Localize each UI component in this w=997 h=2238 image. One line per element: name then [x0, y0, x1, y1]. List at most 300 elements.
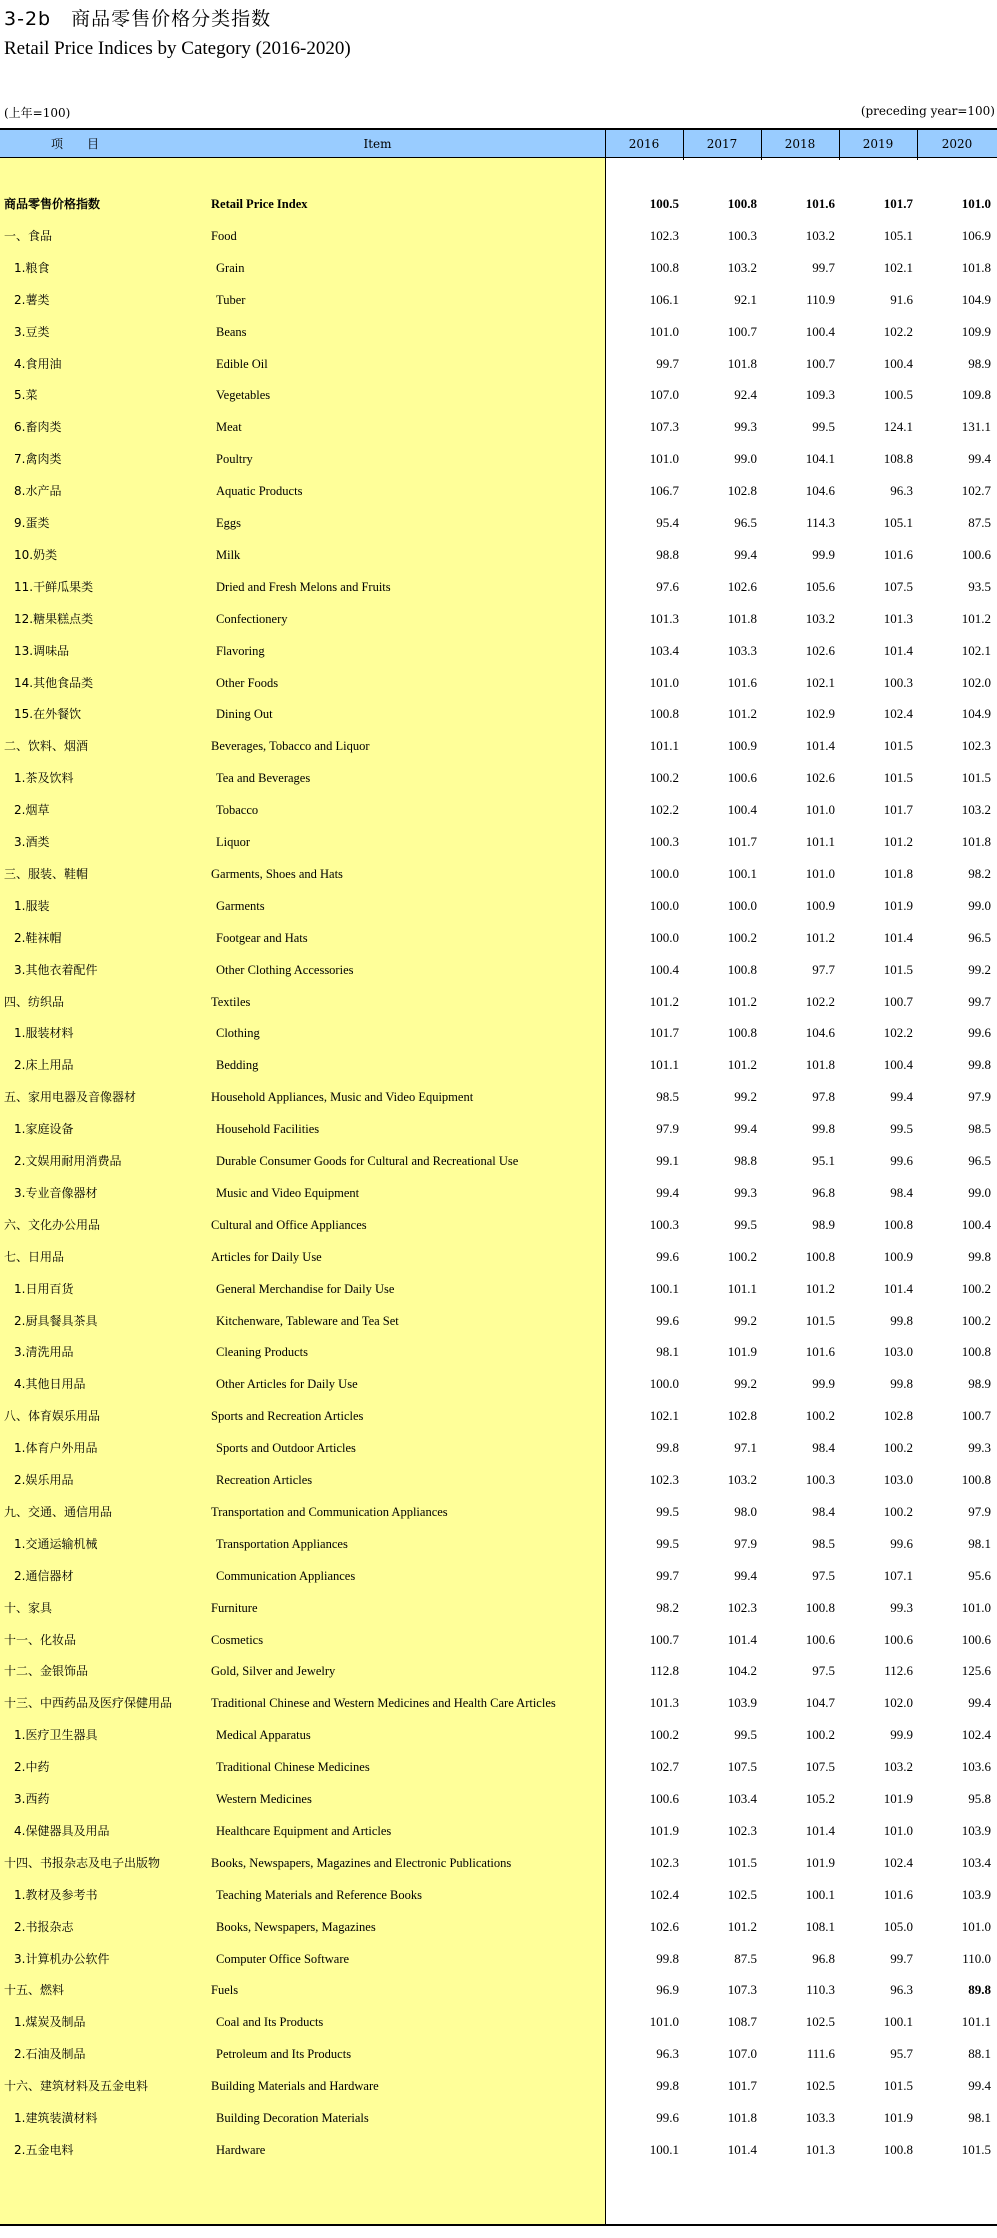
row-value-2018: 98.5	[812, 1535, 835, 1551]
row-value-2019: 112.6	[884, 1663, 913, 1679]
table-row	[0, 762, 997, 794]
row-item-cn: 三、服装、鞋帽	[4, 866, 89, 881]
header-year-2017: 2017	[706, 137, 738, 151]
row-value-2016: 101.2	[649, 993, 679, 1009]
row-value-2017: 100.2	[727, 1248, 757, 1264]
row-value-2020: 103.4	[961, 1854, 991, 1870]
row-value-2018: 101.2	[805, 1280, 835, 1296]
row-value-2020: 95.8	[968, 1791, 991, 1806]
row-value-2017: 102.3	[727, 1822, 757, 1838]
table-row	[0, 986, 997, 1018]
table-row	[0, 667, 997, 699]
row-value-2019: 101.4	[883, 642, 913, 658]
row-value-2016: 101.7	[649, 1025, 679, 1041]
row-item-en: Cosmetics	[211, 1632, 264, 1647]
row-value-2020: 99.4	[968, 451, 991, 467]
header-divider	[683, 130, 684, 160]
table-row	[0, 1368, 997, 1400]
row-value-2017: 101.2	[727, 993, 757, 1009]
row-value-2017: 97.1	[734, 1440, 757, 1456]
row-value-2019: 99.8	[890, 1376, 913, 1392]
row-value-2016: 98.5	[656, 1089, 679, 1105]
row-item-en: Gold, Silver and Jewelry	[211, 1664, 336, 1679]
row-value-2018: 101.8	[805, 1057, 835, 1073]
table-row	[0, 1400, 997, 1432]
row-value-2019: 99.4	[890, 1089, 913, 1105]
row-value-2018: 100.3	[805, 1472, 835, 1487]
table-row	[0, 1049, 997, 1081]
row-item-cn: 8.水产品	[14, 484, 62, 499]
table-row	[0, 1273, 997, 1305]
row-value-2017: 87.5	[734, 1950, 757, 1966]
row-value-2018: 99.8	[812, 1121, 835, 1137]
row-item-cn: 十六、建筑材料及五金电料	[4, 2079, 149, 2094]
row-item-en: General Merchandise for Daily Use	[216, 1281, 395, 1296]
row-value-2019: 100.8	[883, 2141, 913, 2157]
row-value-2016: 99.1	[656, 1153, 679, 1168]
row-value-2018: 111.6	[806, 2046, 835, 2062]
row-value-2017: 103.2	[727, 1472, 757, 1487]
row-value-2018: 103.2	[805, 610, 835, 626]
row-item-en: Other Foods	[216, 675, 279, 690]
row-value-2020: 93.5	[968, 578, 991, 594]
table-row	[0, 1528, 997, 1560]
row-item-en: Hardware	[216, 2142, 266, 2157]
row-item-en: Beans	[216, 324, 247, 339]
row-value-2019: 98.4	[890, 1184, 913, 1200]
row-value-2020: 100.7	[961, 1408, 991, 1424]
row-item-en: Flavoring	[216, 643, 265, 658]
row-value-2019: 100.1	[883, 2014, 913, 2030]
row-item-en: Beverages, Tobacco and Liquor	[211, 739, 370, 754]
row-item-cn: 5.菜	[14, 388, 38, 403]
row-value-2018: 101.6	[805, 1344, 835, 1360]
row-value-2016: 101.0	[649, 323, 679, 339]
table-row	[0, 1783, 997, 1815]
row-value-2019: 101.5	[883, 738, 913, 754]
row-value-2017: 99.4	[734, 546, 757, 562]
row-item-cn: 1.煤炭及制品	[14, 2015, 86, 2030]
row-item-en: Food	[211, 228, 237, 243]
row-value-2019: 100.4	[883, 1057, 913, 1073]
row-value-2018: 96.8	[812, 1184, 835, 1200]
row-value-2018: 102.9	[805, 706, 835, 722]
row-item-cn: 2.娱乐用品	[14, 1473, 74, 1487]
data-table	[0, 128, 997, 2226]
row-value-2017: 99.3	[734, 1184, 757, 1200]
row-value-2017: 100.8	[727, 961, 757, 977]
table-row	[0, 2134, 997, 2166]
row-value-2019: 101.7	[883, 802, 913, 818]
row-item-cn: 14.其他食品类	[14, 675, 94, 690]
row-value-2019: 101.4	[883, 929, 913, 945]
table-row	[0, 1974, 997, 2006]
row-item-cn: 1.体育户外用品	[14, 1441, 98, 1456]
row-value-2018: 98.4	[812, 1503, 835, 1519]
row-item-cn: 3.清洗用品	[14, 1345, 74, 1360]
table-row	[0, 603, 997, 635]
row-value-2020: 109.9	[961, 323, 991, 339]
row-item-cn: 1.服装材料	[14, 1026, 74, 1041]
row-value-2016: 97.6	[656, 578, 679, 594]
row-value-2019: 105.1	[883, 227, 913, 243]
row-value-2016: 99.5	[656, 1503, 679, 1519]
row-value-2020: 98.5	[968, 1121, 991, 1137]
row-value-2020: 99.8	[968, 1248, 991, 1264]
table-row	[0, 411, 997, 443]
row-value-2016: 106.7	[649, 483, 679, 499]
row-value-2017: 101.8	[727, 2110, 757, 2125]
row-value-2019: 99.9	[890, 1727, 913, 1743]
row-value-2020: 102.1	[961, 642, 991, 658]
row-item-cn: 4.保健器具及用品	[14, 1823, 110, 1838]
row-value-2020: 101.8	[961, 259, 991, 275]
row-value-2019: 105.0	[883, 1918, 913, 1934]
row-item-cn: 15.在外餐饮	[14, 707, 82, 722]
row-value-2017: 99.2	[734, 1376, 757, 1392]
row-value-2018: 98.9	[812, 1216, 835, 1232]
row-value-2020: 100.6	[961, 1631, 991, 1647]
row-item-en: Sports and Outdoor Articles	[216, 1441, 356, 1456]
row-value-2017: 101.9	[727, 1344, 757, 1360]
row-value-2016: 101.3	[649, 610, 679, 626]
row-value-2018: 104.1	[805, 451, 835, 467]
row-value-2018: 114.3	[806, 515, 835, 530]
row-item-cn: 3.西药	[14, 1792, 50, 1806]
row-item-en: Recreation Articles	[216, 1473, 313, 1487]
row-value-2017: 103.9	[727, 1695, 757, 1711]
row-item-en: Vegetables	[216, 388, 271, 403]
row-value-2017: 100.7	[727, 323, 757, 339]
row-item-en: Household Appliances, Music and Video Equipment	[211, 1090, 474, 1105]
row-item-en: Eggs	[216, 516, 241, 530]
row-item-en: Tuber	[216, 292, 246, 307]
row-value-2020: 96.5	[968, 929, 991, 945]
row-value-2017: 101.2	[727, 1057, 757, 1073]
row-value-2017: 101.2	[727, 1918, 757, 1934]
row-value-2019: 96.3	[890, 1982, 913, 1998]
row-value-2019: 100.5	[883, 387, 913, 403]
row-value-2020: 102.3	[961, 738, 991, 754]
row-value-2016: 100.0	[649, 865, 679, 881]
table-row	[0, 826, 997, 858]
row-value-2018: 100.2	[805, 1408, 835, 1424]
row-value-2016: 100.7	[649, 1631, 679, 1647]
row-value-2018: 109.3	[805, 387, 835, 403]
row-item-en: Footgear and Hats	[216, 930, 308, 945]
table-row	[0, 188, 997, 220]
row-value-2017: 101.4	[727, 2141, 757, 2157]
row-value-2018: 102.2	[805, 993, 835, 1009]
row-value-2018: 104.7	[805, 1695, 835, 1711]
row-value-2017: 101.2	[727, 706, 757, 722]
header-item-en: Item	[363, 137, 392, 151]
row-value-2018: 100.8	[805, 1248, 835, 1264]
row-value-2018: 105.2	[805, 1791, 835, 1806]
row-value-2016: 100.3	[649, 1216, 679, 1232]
row-item-en: Bedding	[216, 1058, 259, 1073]
row-value-2019: 95.7	[890, 2046, 913, 2062]
table-row	[0, 316, 997, 348]
row-item-cn: 1.服装	[14, 898, 50, 913]
table-row	[0, 220, 997, 252]
row-value-2019: 100.6	[883, 1631, 913, 1647]
row-value-2016: 96.3	[656, 2046, 679, 2062]
row-value-2019: 100.7	[883, 993, 913, 1009]
table-row	[0, 1432, 997, 1464]
row-value-2020: 99.0	[968, 1184, 991, 1200]
row-value-2016: 103.4	[649, 642, 679, 658]
row-value-2017: 99.4	[734, 1567, 757, 1583]
row-value-2016: 101.3	[649, 1695, 679, 1711]
row-item-en: Aquatic Products	[216, 484, 303, 499]
row-item-cn: 1.家庭设备	[14, 1122, 74, 1137]
row-value-2017: 102.8	[727, 1408, 757, 1424]
row-value-2020: 89.8	[968, 1982, 991, 1998]
row-value-2017: 100.8	[727, 1025, 757, 1041]
row-value-2017: 101.7	[727, 834, 757, 849]
row-value-2018: 103.2	[805, 227, 835, 243]
row-value-2020: 101.0	[961, 1599, 991, 1615]
row-value-2017: 103.3	[727, 642, 757, 658]
row-item-en: Building Materials and Hardware	[211, 2079, 379, 2094]
header-year-2016: 2016	[628, 137, 660, 151]
row-item-cn: 九、交通、通信用品	[4, 1504, 113, 1519]
row-value-2019: 105.1	[883, 515, 913, 530]
row-value-2020: 99.4	[968, 1695, 991, 1711]
row-item-cn: 1.建筑装潢材料	[14, 2111, 98, 2125]
row-item-en: Sports and Recreation Articles	[211, 1409, 364, 1424]
row-value-2016: 102.4	[649, 1886, 679, 1902]
row-value-2017: 100.0	[727, 897, 757, 913]
row-value-2020: 110.0	[962, 1950, 991, 1966]
row-item-en: Western Medicines	[216, 1792, 312, 1806]
row-value-2018: 95.1	[812, 1153, 835, 1168]
row-value-2017: 107.0	[727, 2046, 757, 2062]
row-item-en: Textiles	[211, 994, 251, 1009]
row-value-2016: 102.3	[649, 227, 679, 243]
table-row	[0, 1719, 997, 1751]
row-value-2017: 100.6	[727, 770, 757, 786]
row-value-2016: 100.3	[649, 834, 679, 849]
row-item-cn: 4.食用油	[14, 356, 62, 371]
row-value-2018: 108.1	[805, 1918, 835, 1934]
header-divider	[839, 130, 840, 160]
row-value-2018: 100.2	[805, 1727, 835, 1743]
row-value-2020: 131.1	[961, 419, 991, 435]
row-value-2016: 101.0	[649, 451, 679, 467]
row-value-2019: 101.9	[883, 2110, 913, 2125]
table-row	[0, 1336, 997, 1368]
row-item-en: Clothing	[216, 1026, 260, 1041]
row-value-2016: 107.0	[649, 387, 679, 403]
row-item-cn: 十一、化妆品	[4, 1632, 77, 1647]
row-value-2016: 100.2	[649, 770, 679, 786]
table-row	[0, 252, 997, 284]
row-value-2018: 110.3	[806, 1982, 835, 1998]
row-value-2020: 97.9	[968, 1089, 991, 1105]
row-value-2016: 102.6	[649, 1918, 679, 1934]
table-row	[0, 1592, 997, 1624]
row-value-2018: 110.9	[806, 291, 835, 307]
row-value-2017: 101.8	[727, 610, 757, 626]
row-item-cn: 3.其他衣着配件	[14, 962, 98, 977]
table-row	[0, 890, 997, 922]
row-item-en: Fuels	[211, 1983, 239, 1998]
row-value-2020: 98.9	[968, 1376, 991, 1392]
header-divider	[761, 130, 762, 160]
row-item-cn: 2.通信器材	[14, 1568, 74, 1583]
row-value-2016: 101.1	[649, 738, 679, 754]
row-value-2018: 100.9	[805, 897, 835, 913]
header-year-2019: 2019	[862, 137, 894, 151]
row-value-2020: 101.1	[961, 2014, 991, 2030]
row-item-cn: 1.教材及参考书	[14, 1887, 98, 1902]
row-value-2020: 99.2	[968, 961, 991, 977]
row-item-en: Dried and Fresh Melons and Fruits	[216, 579, 391, 594]
row-value-2019: 102.2	[883, 1025, 913, 1041]
row-item-cn: 二、饮料、烟酒	[4, 739, 89, 754]
unit-note-chinese: (上年=100)	[4, 106, 71, 120]
row-value-2019: 101.2	[883, 834, 913, 849]
row-item-cn: 十三、中西药品及医疗保健用品	[4, 1696, 173, 1711]
row-item-en: Household Facilities	[216, 1122, 320, 1137]
table-bottom-border	[0, 2224, 997, 2226]
row-item-cn: 十五、燃料	[4, 1983, 65, 1998]
table-header	[0, 128, 997, 158]
row-item-en: Transportation and Communication Appliances	[211, 1504, 448, 1519]
row-value-2020: 104.9	[961, 291, 991, 307]
table-row	[0, 1305, 997, 1337]
table-row	[0, 1655, 997, 1687]
table-row	[0, 571, 997, 603]
row-item-cn: 4.其他日用品	[14, 1377, 86, 1392]
row-value-2017: 100.1	[727, 865, 757, 881]
row-item-cn: 11.干鲜瓜果类	[14, 579, 94, 594]
row-value-2018: 101.1	[805, 834, 835, 849]
row-value-2019: 100.4	[883, 355, 913, 371]
row-value-2020: 87.5	[968, 515, 991, 530]
table-row	[0, 379, 997, 411]
table-row	[0, 1177, 997, 1209]
row-value-2017: 102.6	[727, 578, 757, 594]
row-value-2018: 107.5	[805, 1759, 835, 1775]
row-value-2019: 101.5	[883, 770, 913, 786]
row-value-2020: 99.0	[968, 897, 991, 913]
row-item-en: Teaching Materials and Reference Books	[216, 1887, 422, 1902]
row-value-2016: 100.0	[649, 1376, 679, 1392]
row-value-2019: 96.3	[890, 483, 913, 499]
row-value-2016: 100.4	[649, 961, 679, 977]
table-row	[0, 635, 997, 667]
row-value-2019: 108.8	[883, 451, 913, 467]
row-item-en: Milk	[216, 547, 241, 562]
row-item-cn: 2.床上用品	[14, 1058, 74, 1073]
row-value-2016: 102.7	[649, 1759, 679, 1775]
row-value-2016: 102.3	[649, 1472, 679, 1487]
row-value-2020: 96.5	[968, 1153, 991, 1168]
row-value-2020: 88.1	[968, 2046, 991, 2062]
row-item-en: Healthcare Equipment and Articles	[216, 1823, 392, 1838]
row-value-2016: 95.4	[656, 515, 679, 530]
table-row	[0, 443, 997, 475]
row-value-2017: 102.3	[727, 1599, 757, 1615]
row-value-2020: 102.7	[961, 483, 991, 499]
table-row	[0, 1145, 997, 1177]
row-value-2020: 125.6	[961, 1663, 991, 1679]
row-item-cn: 1.日用百货	[14, 1281, 74, 1296]
table-row	[0, 794, 997, 826]
row-value-2019: 103.0	[883, 1344, 913, 1360]
row-value-2018: 96.8	[812, 1950, 835, 1966]
row-item-en: Computer Office Software	[216, 1951, 350, 1966]
table-row	[0, 2038, 997, 2070]
row-value-2016: 100.2	[649, 1727, 679, 1743]
row-value-2016: 102.3	[649, 1854, 679, 1870]
table-row	[0, 954, 997, 986]
row-value-2020: 99.4	[968, 2078, 991, 2094]
row-value-2016: 101.9	[649, 1822, 679, 1838]
row-value-2016: 107.3	[649, 419, 679, 435]
table-row	[0, 1911, 997, 1943]
row-value-2017: 98.8	[734, 1153, 757, 1168]
row-value-2020: 99.6	[968, 1025, 991, 1041]
row-value-2017: 102.8	[727, 483, 757, 499]
row-value-2017: 99.0	[734, 451, 757, 467]
row-item-en: Poultry	[216, 452, 253, 467]
row-value-2017: 99.5	[734, 1727, 757, 1743]
row-value-2016: 98.2	[656, 1599, 679, 1615]
row-item-cn: 1.交通运输机械	[14, 1536, 98, 1551]
row-value-2016: 100.0	[649, 929, 679, 945]
row-value-2018: 101.3	[805, 2141, 835, 2157]
row-value-2019: 100.8	[883, 1216, 913, 1232]
row-value-2019: 103.0	[883, 1472, 913, 1487]
row-item-en: Books, Newspapers, Magazines	[216, 1919, 376, 1934]
table-row	[0, 1113, 997, 1145]
row-value-2018: 101.4	[805, 1822, 835, 1838]
row-value-2020: 98.1	[968, 1535, 991, 1551]
row-value-2017: 102.5	[727, 1886, 757, 1902]
row-item-en: Kitchenware, Tableware and Tea Set	[216, 1313, 399, 1328]
row-item-cn: 3.酒类	[14, 835, 50, 849]
row-value-2018: 100.1	[805, 1886, 835, 1902]
row-value-2020: 100.4	[961, 1216, 991, 1232]
row-value-2020: 100.2	[961, 1312, 991, 1328]
row-item-en: Liquor	[216, 835, 251, 849]
row-value-2016: 96.9	[656, 1982, 679, 1998]
row-item-en: Other Articles for Daily Use	[216, 1377, 358, 1392]
table-row	[0, 507, 997, 539]
row-value-2019: 102.0	[883, 1695, 913, 1711]
row-item-cn: 十、家具	[4, 1600, 53, 1615]
row-value-2017: 100.9	[727, 738, 757, 754]
row-item-cn: 1.医疗卫生器具	[14, 1728, 98, 1743]
table-row	[0, 1464, 997, 1496]
table-row	[0, 1081, 997, 1113]
row-item-en: Grain	[216, 260, 245, 275]
row-value-2019: 99.7	[890, 1950, 913, 1966]
row-value-2019: 101.5	[883, 2078, 913, 2094]
row-value-2019: 99.6	[890, 1535, 913, 1551]
row-value-2016: 102.1	[649, 1408, 679, 1424]
table-row	[0, 1943, 997, 1975]
row-item-en: Confectionery	[216, 611, 288, 626]
row-item-cn: 2.石油及制品	[14, 2047, 86, 2062]
row-value-2016: 98.1	[656, 1344, 679, 1360]
row-value-2020: 104.9	[961, 706, 991, 722]
row-item-en: Cultural and Office Appliances	[211, 1217, 367, 1232]
